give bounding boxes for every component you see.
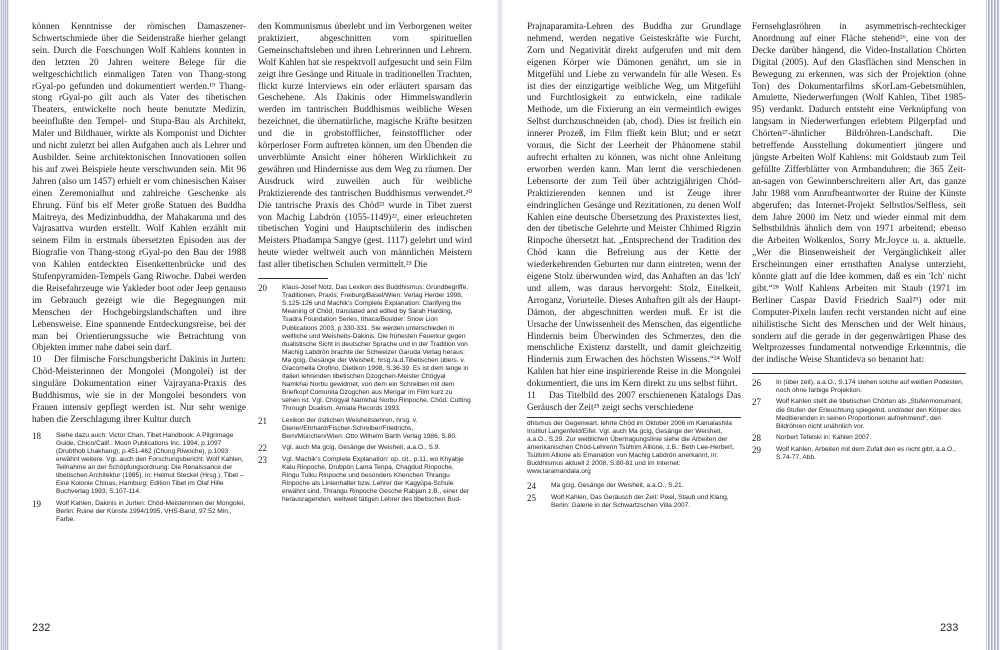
footnote — [752, 398, 966, 430]
body-text: den Kommunismus überlebt und im Verborgenen weiter praktiziert, abgeschnitten vom spirituellen Gemeinschaftsleben und ihren Lehrerinnen und Lehrern. Wolf Kahlen hat sie respektvoll aufgesucht und sein Film zeigt ihre Gesänge und Rituale in traditionellen Trachten, flickt kurze Interviews ein oder erläutert sparsam das Geschehene. Als Dakinis oder Himmelswandlerin werden im tantrischen Buddhismus weibliche Wesen bezeichnet, die übernatürliche, magische Kräfte besitzen und die in grobstofflicher, feinstofflicher oder körperloser Form auftreten können, um den Übenden die unverblümte Ansicht einer höheren Wirklichkeit zu gewähren und Hindernisse aus dem Weg zu räumen. Der Ausdruck wird zuweilen auch für weibliche Praktizierende des tantrischen Buddhismus verwendet.²⁰ Die tantrische Praxis des Chöd²¹ wurde in Tibet zuerst von Machig Labdrön (1055-1149)²², einer erleuchteten tibetischen Yogini und Hauptschülerin des indischen Meisters Phadampa Sangye (gest. 1117) gelehrt und wird heute wieder weltweit auch von männlichen Meistern fast aller tibetischen Schulen vermittelt.²³ Die — [258, 22, 472, 271]
footnote — [258, 456, 472, 505]
footnote-number: 23 — [258, 454, 267, 465]
footnote-number: 26 — [752, 378, 761, 389]
footnote-number: 25 — [527, 492, 536, 503]
footnote-text: Wolf Kahlen, Arbeiten mit dem Zufall den es nicht gibt, a.a.O., S.74-77, Abb. — [776, 445, 956, 461]
body-text: Fernsehglasröhren in asymmetrisch-rechteckiger Anordnung auf einer Fläche stehend²⁶, eine von der Decke darüber hängend, die Video-Installation Chörten Digital (2005). Auf den Glasflächen sind Menschen in Bewegung zu erkennen, was sich der Projektion (ohne Ton) des Dokumentarfilms sKorLam-Gebetsmühlen, Amulette, Niederwerfungen (Wolf Kahlen, Tibet 1985-95) verdankt. Dadurch entsteht eine Verknüpfung von langsam in Niederwerfungen erlebtem Pilgerpfad und Chörten²⁷-ähnlicher Bildröhren-Landschaft. Die betreffende Ausstellung dokumentiert jüngere und jüngste Arbeiten Wolf Kahlens: mit Goldstaub zum Teil gefüllte Zifferblätter von Armbanduhren; die 365 Zeit-an-sagen von Gewinnberschreitern aller Art, das ganze Jahr 1988 vom Anrufbeantworter der Ruine der Künste abgerufen; das Internet-Projekt Selbstlos/Selfless, seit dem Jahre 2000 im Netz und wieder einmal mit dem Selbstbildnis ähnlich dem von 1971 arbeitend; ebenso die Arbeiten Wolkenlos, Sorry Mr.Joyce u. a. aktuelle. „Wer die Binsenweisheit der Vergänglichkeit aller Erscheinungen einer ernsthaften Analyse unterzieht, könnte glatt auf die Idee kommen, daß es ein 'Ich' nicht gibt.“²⁸ Wolf Kahlens Arbeiten mit Staub (1971 im Berliner Caspar David Friedrich Saal²⁹) oder mit Computer-Pixeln laufen recht verstanden nicht auf eine nihilistische Sicht des Menschen und der Welt hinaus, sondern auf die gerade in der gegenwärtigen Phase des Weltprozesses fundamental notwendige Erkenntnis, die der indische Weise Shantideva so benannt hat: — [752, 22, 966, 366]
footnote-text: Lexikon der östlichen Weisheitslehren, hrsg. v. Diener/Ehrhard/Fischer-Schreiber/Friedrichs, Bern/München/Wien: Otto Wilhelm Barth Verlag 1986, S.80. — [282, 416, 457, 440]
footnote — [527, 482, 741, 491]
right-page-column-1 — [527, 22, 741, 510]
footnote-text: Siehe dazu auch: Victor Chan, Tibet Handbook: A Pilgrimage Guide, Chico/Calif.: Moon Publications Inc. 1994, p.1097 (Drubthob Lhakhang); p.451-462 (Chung Riwoche), p.1093 erwähnt weitere. Vgl. auch den Forschungsbericht: Wolf Kahlen, Teilnahme an der Schöpfungsordnung: Die Renaissance der tibetischen Architektur (1985), in: Helmut Steckel (Hrsg.), Tibet – Eine Kolonie Chinas, Hamburg: Edition Tibet im Olaf Hille Buchverlag 1993, S.107-114. — [56, 431, 244, 496]
footnote-number: 29 — [752, 444, 761, 455]
footnote — [752, 446, 966, 462]
footnote-number: 21 — [258, 415, 267, 426]
page-edge-right — [986, 0, 1000, 650]
body-text: Prajnaparamita-Lehren des Buddha zur Grundlage nehmend, werden negative Geisteskräfte wie Furcht, Zorn und Negativität direkt aufgerufen und mit dem eigenen Körper wie Dämonen genährt, um sie in Mitgefühl und Liebe zu verwandeln für alle Wesen. Es ist dies der einzigartige weibliche Weg, um Mitgefühl und Furchtlosigkeit zu entwickeln, eine radikale Methode, um die Fixierung an ein vermeintlich ewiges Selbst durchzuschneiden (ab, chod). Dies ist freilich ein innerer Prozeß, im Film fließt kein Blut; und er setzt voraus, die Sicht der Leerheit der Phänomene stabil aufrecht erhalten zu können, was nicht ohne Anleitung erworben werden kann. Man lernt die verschiedenen Lebensorte der zum Teil über achtzigjährigen Chöd-Praktizierenden kennen und ist Zeuge ihrer eindringlichen Gesänge und Rezitationen, zu denen Wolf Kahlen eine deutsche Übersetzung des Praxistextes liest, den der tibetische Gelehrte und Meister Chhimed Rigzin Rinpoche übersetzt hat. „Entsprechend der Tradition des Chöd kann die Befreiung aus der Kette der wiederkehrenden Geburten nur dann eintreten, wenn der eigene Stolz überwunden wird, das Anhaften an das 'Ich' und allem, was daraus hervorgeht: Stolz, Eitelkeit, Arroganz, Vorurteile. Dieses Anhaften gilt als der Haupt-Dämon, der abgeschnitten werden muß. Er ist die Ursache der Unwissenheit des Menschen, das eigentliche Hindernis beim Überwinden des Schmerzes, den die menschliche Existenz darstellt, und damit gleichzeitig Hindernis zum Erwachen des höchsten Wissens.“²⁴ Wolf Kahlen hat hier eine inspirierende Reise in die Mongolei dokumentiert, die uns im Kern direkt zu uns selbst führt. — [527, 22, 741, 390]
footnote — [32, 500, 246, 524]
footnote-text: Wolf Kahlen, Das Geräusch der Zeit: Pixel, Staub und Klang, Berlin: Galerie in der Schwartzschen Villa 2007. — [551, 493, 729, 509]
footnote — [527, 494, 741, 510]
paragraph-number: 10 — [32, 355, 42, 366]
footnote-text: Ma gcig, Gesänge der Weisheit, a.a.O., S.21. — [551, 481, 684, 489]
footnote-text: In (über zeit), a.a.O., S.174 stehen solche auf weißen Podesten, noch ohne farbige Projektion. — [776, 379, 964, 395]
footnote-number: 27 — [752, 397, 761, 408]
footnote-rule — [752, 373, 966, 374]
paragraph-text: Der filmische Forschungsbericht Dakinis in Jurten: Chöd-Meisterinnen der Mongolei (Mongolei) ist der singuläre Dokumentation einer Vajrayana-Praxis des Buddhismus, wie sie in der Mongolei besonders von Frauen intensiv gepflegt werden ist. Nur sehr wenige haben die Zerschlagung ihrer Kultur durch — [32, 355, 246, 425]
page-number-right: 233 — [940, 622, 959, 634]
body-text: können Kenntnisse der römischen Damaszener-Schwertschmiede über die Seidenstraße hierher gelangt sein. Durch die Forschungen Wolf Kahlens konnten in den letzten 20 Jahren weitere Belege für die weltgeschichtlich einmaligen Taten von Thang-stong rGyal-po gefunden und dokumentiert werden.¹⁹ Thang-stong rGyal-po gilt auch als Vater des tibetischen Theaters, entwickelte noch heute benutzte Medizin, beeinflußte den Tempel- und Stupa-Bau als Architekt, Maler und Bildhauer, wirkte als Komponist und Dichter und nicht zuletzt bei allen Aufgaben auch als Lehrer und Ausbilder. Seine architektonischen Innovationen sollen bis auf zwei Beispiele heute verschwunden sein. Mit 96 Jahren (also um 1457) erhielt er vom chinesischen Kaiser einen Zeremonialhut und zahlreiche Geschenke als Ehrung. Fünf bis elf Meter große Statuen des Buddha Maitreya, des Medizinbuddha, der Mahakaruna und des Vajrasattva wurden erstellt. Wolf Kahlen erzählt mit seinem Film in erstmals übersetzten Episoden aus der Biografie von Thang-stong rGyal-po den Bau der 1988 von Kahlen entdeckten Eisenkettenbrücke und des Stufenpyramiden-Tempels Gang Riwoche. Dabei werden die Reisefahrzeuge wie Yakleder boot oder Jeep genauso im Gebrauch gezeigt wie die Begegnungen mit Menschen der Hochgebirgslandschaften und ihre Lebensweise. Eine spannende Entdeckungsreise, bei der man bei Orientierungssuche wie Betrachtung von Objekten immer nahe dabei sein darf. — [32, 22, 246, 354]
footnotes — [258, 284, 472, 504]
footnote-number: 24 — [527, 480, 536, 491]
footnote-text: Klaus-Josef Notz, Das Lexikon des Buddhismus: Grundbegriffe, Traditionen, Praxis; Freiburg/Basel/Wien: Verlag Herder 1998, S.125-126 und Machik's Complete Explanation: Clarifying the Meaning of Chöd, translated and edited by Sarah Harding, Tsadra Foundation Series, Ithaca/Boulder: Snow Lion Publications 2003, p.330-331. Sie werden unterschieden in weltliche und Weisheits-Dakinis. Die frühesten Feuerkur gegen dualistische Sicht in deutscher Sprache und in der Tradition von Machig Labdrön brachte der Schweizer Garuda Verlag heraus: Ma gcig, Gesänge der Weisheit, hrsg./a.d.Tibetischen übers. v. Giacomella Orofino, Dietikon 1998, S.36-39. Es ist dem lange in Italien lehrenden tibetischen Dzogchen-Meister Chögyal Namkhai Norbu gewidmet, von dem ein Schreiben mit dem Briefkopf Comunita Dzogchen aus Merigar im Film kurz zu sehen ist. Vgl. Chögyal Namkhai Norbu Rinpoche, Chöd: Cutting Through Dualism, Amiata Records 1993. — [282, 284, 471, 413]
footnote-number: 18 — [32, 430, 41, 441]
page-edge-left — [0, 0, 9, 650]
footnotes — [32, 432, 246, 524]
footnote-text: Norbert Tefelski in: Kahlen 2007. — [776, 433, 872, 441]
footnote — [258, 284, 472, 414]
footnote-text: Vgl. auch Ma gcig, Gesänge der Weisheit, a.a.O., S.9. — [282, 443, 441, 451]
footnote-number: 22 — [258, 442, 267, 453]
page-number-left: 232 — [32, 622, 51, 634]
footnote — [258, 444, 472, 453]
paragraph-text: Das Titelbild des 2007 erschienenen Katalogs Das Geräusch der Zeit²⁵ zeigt sechs verschiedene — [527, 391, 741, 413]
footnote-rule — [258, 278, 328, 279]
footnotes — [527, 482, 741, 510]
footnote-number: 19 — [32, 498, 41, 509]
footnote-text: Wolf Kahlen stellt die tibetischen Chörten als „Stufenmonument, die Stufen der Erleuchtung spiegelnd, und/oder den Körper des Meditierenden in seinen Proportionen aufnehmend“, den Bildröhren nicht unähnlich vor. — [776, 398, 963, 430]
footnotes — [752, 379, 966, 462]
numbered-paragraph-10 — [32, 355, 246, 426]
footnote — [258, 417, 472, 441]
footnote — [752, 434, 966, 443]
left-page-column-1 — [32, 22, 246, 524]
footnote-text: Wolf Kahlen, Dakinis in Jurten: Chöd-Meisterinnen der Mongolei, Berlin: Ruine der Künste 1994/1995, VHS-Band, 97:52 Min., Farbe. — [56, 499, 245, 523]
footnote-rule — [527, 417, 741, 418]
footnote — [752, 379, 966, 395]
footnote-number: 20 — [258, 283, 267, 294]
footnote — [32, 432, 246, 497]
footnote-number: 28 — [752, 432, 761, 443]
footnote-continuation: dhismus der Gegenwart, lehrte Chöd im Oktober 2006 im Kamalashila Institut Langenfeld/Eifel. Vgl. auch Ma gcig, Gesänge der Weisheit, a.a.O., S.29. Zur weiblichen Übertragungslinie siehe die Arbeiten der amerikanischen Chöd-Lehrerin Tsültrim Allione, z.B.: Beth Lee-Herbert, Tsültrim Allione als Emanation von Machig Labdrön anerkannt, in: Buddhismus aktuell 2 2008, S.80-81 und im Internet: www.taramandala.org — [527, 419, 734, 476]
paragraph-number: 11 — [527, 391, 536, 402]
book-gutter — [496, 0, 504, 650]
right-page-column-2 — [752, 22, 966, 462]
numbered-paragraph-11 — [527, 391, 741, 415]
left-page-column-2 — [258, 22, 472, 504]
footnote-text: Vgl. Machik's Complete Explanation: op. cit., p.11, wo Khyabje Kalu Rinpoche, Drubpön Lama Tenpa, Chagdud Rinpoche, Ringu Tulku Rinpoche und besonders Khenchen Thrangu Rinpoche als Linienhalter bzw. Lehrer der Kagyüpa-Schule erwähnt sind. Thrangu Rinpoche Gesche Rabjam z.B., einer der herausragenden, weltweit tätigen Lehrer des tibetischen Bud- — [282, 455, 470, 504]
